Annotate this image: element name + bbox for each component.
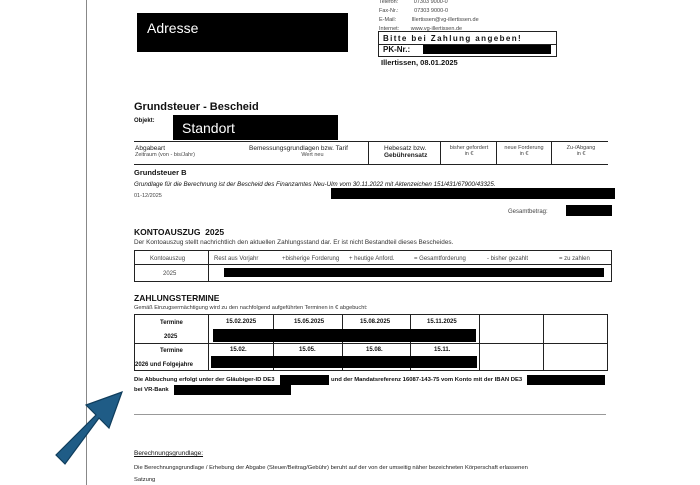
account-col-4: = Gesamtforderung — [414, 256, 466, 262]
page-title: Grundsteuer - Bescheid — [134, 101, 259, 113]
pk-label: PK-Nr.: — [383, 45, 411, 54]
payments-note: Gemäß Einzugsermächtigung wird zu den nachfolgend aufgeführten Terminen in € abgebucht: — [134, 305, 368, 311]
account-values-redaction — [224, 268, 604, 277]
iban-redaction — [527, 375, 605, 385]
account-table — [134, 250, 612, 282]
notice-underline — [378, 44, 557, 45]
contact-label: Fax-Nr.: — [379, 8, 399, 14]
account-note: Der Kontoauszug stellt nachrichtlich den aktuellen Zahlungsstand dar. Er ist nicht Bestandteil dieses Bescheides. — [134, 239, 454, 246]
account-year: 2025 — [163, 271, 177, 277]
payments-row1-label: Termine — [160, 320, 183, 326]
total-redaction — [566, 205, 612, 216]
payments-row1-date: 15.08.2025 — [360, 319, 391, 325]
header-line: bisher gefordert — [449, 145, 489, 151]
bank-redaction — [174, 385, 291, 395]
payments-row1-date: 15.05.2025 — [294, 319, 325, 325]
payments-row2-year: 2026 und Folgejahre — [135, 362, 194, 368]
main-table-header-2 — [384, 145, 427, 159]
payments-row1-date: 15.02.2025 — [226, 319, 257, 325]
account-title: KONTOAUSZUG 2025 — [134, 227, 225, 237]
payment-notice: Bitte bei Zahlung angeben! — [383, 34, 523, 43]
header-sub: in € — [519, 151, 529, 157]
payments-table-divider — [543, 314, 544, 370]
debit-text-2: und der Mandatsreferenz 16087-143-75 vom Konto mit der IBAN DE3 — [331, 377, 523, 383]
main-table-divider — [440, 141, 441, 165]
object-label: Objekt: — [134, 118, 155, 124]
main-table-divider — [496, 141, 497, 165]
contact-value: 07303 9000-0 — [413, 0, 448, 5]
arrow-annotation-icon — [50, 380, 140, 470]
contact-label: Internet: — [379, 26, 400, 32]
payments-row2-date: 15.08. — [366, 347, 383, 353]
tax-line-redaction — [331, 188, 615, 199]
tax-basis-text: Grundlage für die Berechnung ist der Bescheid des Finanzamtes Neu-Ulm vom 30.11.2022 mit Aktenzeichen 151/431/67900/43325. — [134, 181, 496, 188]
payments-table-divider — [208, 314, 209, 370]
main-table-top — [134, 141, 608, 142]
account-col-2: +bisherige Forderung — [282, 256, 340, 262]
payments-row1-date: 15.11.2025 — [427, 319, 457, 325]
location-label: Standort — [182, 120, 235, 136]
account-col-6: = zu zahlen — [559, 256, 590, 262]
contact-block — [379, 0, 479, 34]
contact-value: 07303 9000-0 — [414, 8, 449, 14]
tax-period: 01-12/2025 — [134, 193, 162, 199]
main-table-header-4 — [499, 145, 549, 157]
contact-label: Telefon: — [379, 0, 399, 5]
account-col-3: + heutige Anford. — [349, 256, 395, 262]
account-col-0: Kontoauszug — [150, 256, 186, 262]
header-line: Abgabeart — [135, 145, 165, 152]
account-table-row-divider — [134, 264, 612, 265]
header-line: neue Forderung — [504, 145, 544, 151]
debit-text-1: Die Abbuchung erfolgt unter der Gläubiger-ID DE3 — [134, 377, 275, 383]
contact-value: www.vg-illertissen.de — [410, 26, 463, 32]
payments-table-divider — [479, 314, 480, 370]
payments-table-row-divider — [134, 343, 608, 344]
payments-row2-date: 15.02. — [230, 347, 247, 353]
creditor-id-redaction — [280, 375, 329, 385]
debit-text-3: bei VR-Bank — [134, 387, 169, 393]
payments-row2-label: Termine — [160, 348, 183, 354]
address-redaction-box — [137, 13, 348, 52]
header-sub: in € — [576, 151, 586, 157]
header-line: Zu-/Abgang — [566, 145, 596, 151]
basis-text-2: Satzung — [134, 477, 156, 483]
location-redaction-box — [173, 115, 338, 140]
payments-row1-redaction — [213, 329, 476, 342]
total-label: Gesamtbetrag: — [508, 209, 548, 215]
main-table-divider — [551, 141, 552, 165]
account-table-divider — [208, 250, 209, 281]
payments-row1-year: 2025 — [164, 334, 178, 340]
header-sub: Gebührensatz — [384, 152, 428, 159]
section-separator — [134, 414, 606, 415]
header-sub: Zeitraum (von - bis/Jahr) — [135, 152, 195, 158]
account-col-5: - bisher gezahlt — [487, 256, 529, 262]
main-table-header-1 — [249, 145, 348, 158]
arrow-shape — [56, 392, 122, 464]
basis-title: Berechnungsgrundlage: — [134, 450, 204, 457]
header-sub: Wert neu — [301, 152, 324, 158]
contact-label: E-Mail: — [379, 17, 397, 23]
basis-text: Die Berechnungsgrundlage / Erhebung der Abgabe (Steuer/Beitrag/Gebühr) beruht auf der von der umseitig näher bezeichneten Körperschaft erlassenen — [134, 465, 528, 471]
main-table-header-5 — [556, 145, 606, 157]
payments-row2-redaction — [211, 356, 477, 368]
place-date: Illertissen, 08.01.2025 — [381, 58, 458, 67]
main-table-divider — [368, 141, 369, 165]
payments-row2-date: 15.11. — [434, 347, 451, 353]
payments-row2-date: 15.05. — [299, 347, 316, 353]
header-line: Bemessungsgrundlagen bzw. Tarif — [249, 145, 348, 152]
address-label: Adresse — [147, 20, 199, 36]
account-col-1: Rest aus Vorjahr — [214, 256, 259, 262]
main-table-header-bottom — [134, 164, 608, 165]
header-line: Hebesatz bzw. — [384, 145, 427, 152]
pk-number-redaction — [423, 45, 551, 54]
tax-section-title: Grundsteuer B — [134, 168, 187, 177]
header-sub: in € — [464, 151, 474, 157]
contact-value: Illertissen@vg-illertissen.de — [411, 17, 479, 23]
main-table-header-0 — [135, 145, 195, 158]
main-table-header-3 — [445, 145, 493, 157]
payments-title: ZAHLUNGSTERMINE — [134, 293, 220, 303]
